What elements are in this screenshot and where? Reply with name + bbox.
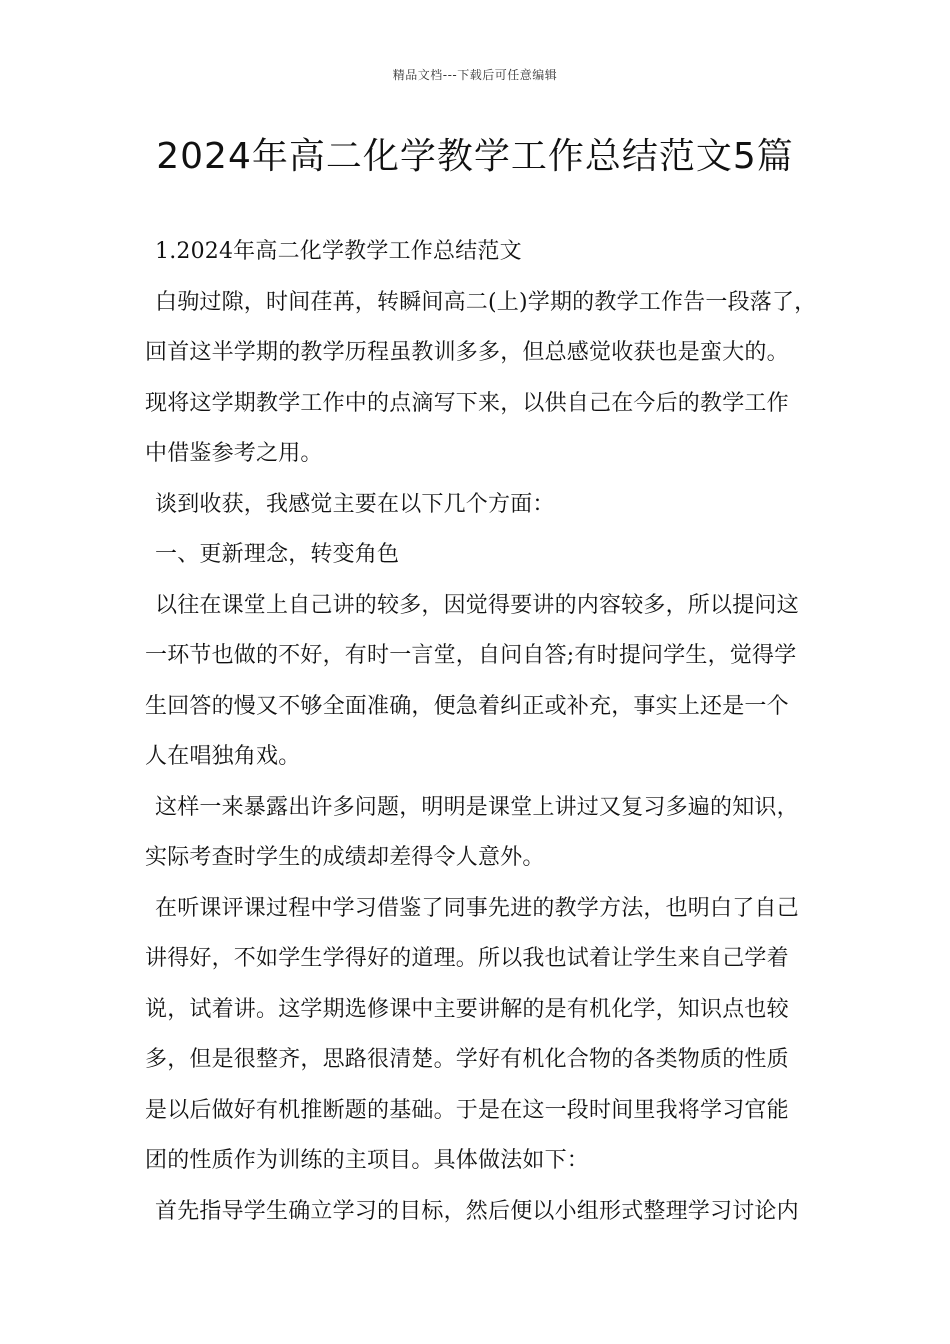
header-note: 精品文档---下载后可任意编辑 bbox=[392, 68, 558, 82]
text-line: 谈到收获，我感觉主要在以下几个方面： bbox=[155, 491, 555, 517]
text-line: 以往在课堂上自己讲的较多，因觉得要讲的内容较多，所以提问这 bbox=[155, 592, 799, 618]
text-line: 团的性质作为训练的主项目。具体做法如下： bbox=[145, 1148, 590, 1173]
text-line: 这样一来暴露出许多问题，明明是课堂上讲过又复习多遍的知识， bbox=[155, 794, 799, 820]
document-body bbox=[145, 230, 825, 1240]
text-line: 人在唱独角戏。 bbox=[145, 744, 301, 769]
text-line: 生回答的慢又不够全面准确，便急着纠正或补充，事实上还是一个 bbox=[145, 693, 789, 719]
text-line: 是以后做好有机推断题的基础。于是在这一段时间里我将学习官能 bbox=[145, 1097, 789, 1123]
text-line: 首先指导学生确立学习的目标，然后便以小组形式整理学习讨论内 bbox=[155, 1198, 799, 1224]
text-line: 多，但是很整齐，思路很清楚。学好有机化合物的各类物质的性质 bbox=[145, 1047, 789, 1072]
text-line: 一、更新理念，转变角色 bbox=[155, 542, 400, 567]
document-title: 2024年高二化学教学工作总结范文5篇 bbox=[156, 136, 794, 177]
text-line: 说，试着讲。这学期选修课中主要讲解的是有机化学，知识点也较 bbox=[145, 996, 789, 1022]
text-line: 回首这半学期的教学历程虽教训多多，但总感觉收获也是蛮大的。 bbox=[145, 340, 789, 365]
text-line: 白驹过隙，时间荏苒，转瞬间高二(上)学期的教学工作告一段落了， bbox=[155, 289, 817, 315]
text-line: 一环节也做的不好，有时一言堂，自问自答;有时提问学生，觉得学 bbox=[145, 643, 797, 668]
text-line: 中借鉴参考之用。 bbox=[145, 441, 323, 466]
text-line: 实际考查时学生的成绩却差得令人意外。 bbox=[145, 845, 545, 870]
text-line: 在听课评课过程中学习借鉴了同事先进的教学方法，也明白了自己 bbox=[155, 895, 799, 921]
text-line: 讲得好，不如学生学得好的道理。所以我也试着让学生来自己学着 bbox=[145, 946, 789, 971]
text-line: 1.2024年高二化学教学工作总结范文 bbox=[155, 239, 522, 264]
text-line: 现将这学期教学工作中的点滴写下来，以供自己在今后的教学工作 bbox=[145, 390, 789, 416]
